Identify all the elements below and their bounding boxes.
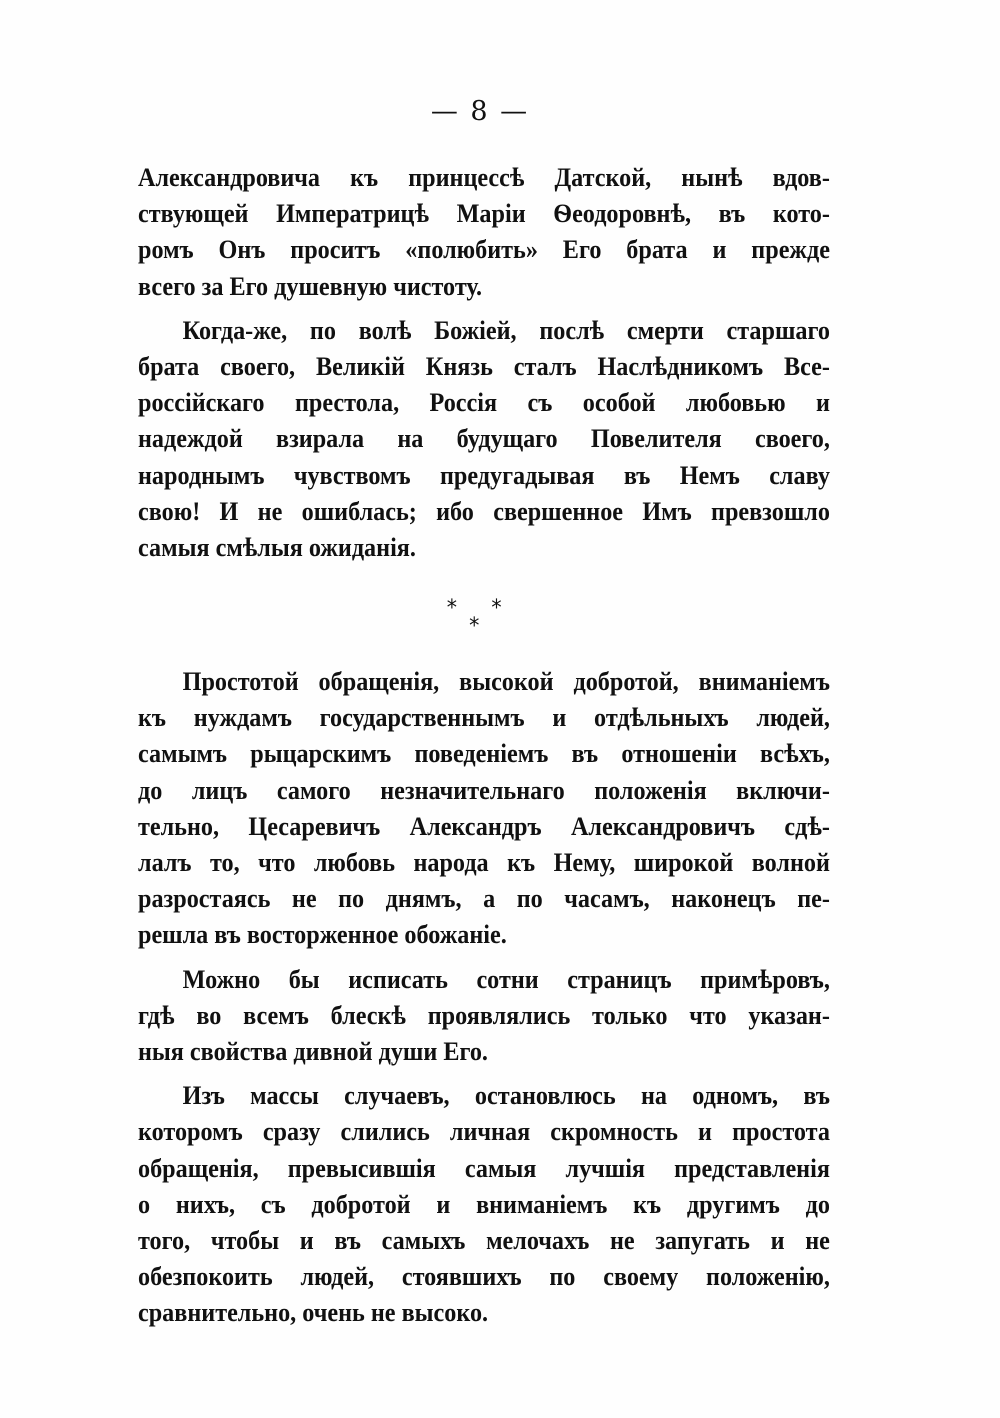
paragraph-5	[138, 1078, 830, 1331]
text-line: тельно, Цесаревичъ Александръ Александровичъ сдѣ-	[138, 811, 830, 841]
text-line: которомъ сразу слились личная скромность и простота	[138, 1117, 830, 1147]
text-line: до лицъ самого незначительнаго положенія включи-	[138, 775, 830, 805]
text-line: гдѣ во всемъ блескѣ проявлялись только что указан-	[138, 1000, 830, 1030]
paragraph-3	[138, 664, 830, 954]
text-line: брата своего, Великій Князь сталъ Наслѣдникомъ Все-	[138, 351, 830, 381]
asterisk: *	[469, 614, 480, 640]
paragraph-4	[138, 962, 830, 1071]
body-text	[138, 160, 830, 1339]
text-line: Можно бы исписать сотни страницъ примѣровъ,	[182, 964, 830, 994]
text-line: Когда-же, по волѣ Божіей, послѣ смерти старшаго	[182, 315, 830, 345]
text-line: разростаясь не по днямъ, а по часамъ, наконецъ пе-	[138, 884, 830, 914]
text-line: къ нуждамъ государственнымъ и отдѣльныхъ людей,	[138, 703, 830, 733]
paragraph-2	[138, 313, 830, 566]
text-line: надеждой взирала на будущаго Повелителя своего,	[138, 424, 830, 454]
text-line: самыя смѣлыя ожиданія.	[138, 532, 416, 562]
text-line: Изъ массы случаевъ, остановлюсь на одномъ, въ	[182, 1081, 830, 1111]
text-line: того, чтобы и въ самыхъ мелочахъ не запугать и не	[138, 1225, 830, 1255]
text-line: Александровича къ принцессѣ Датской, нынѣ вдов-	[138, 163, 830, 192]
asterisk: *	[491, 596, 502, 622]
text-line: народнымъ чувствомъ предугадывая въ Немъ славу	[138, 460, 830, 490]
paragraph-1	[138, 160, 830, 305]
text-line: ствующей Императрицѣ Маріи Ѳеодоровнѣ, въ кото-	[138, 199, 830, 229]
text-line: самымъ рыцарскимъ поведеніемъ въ отношеніи всѣхъ,	[138, 739, 830, 769]
text-line: ромъ Онъ проситъ «полюбить» Его брата и прежде	[138, 235, 830, 265]
text-line: о нихъ, съ добротой и вниманіемъ къ другимъ до	[138, 1189, 830, 1219]
text-line: всего за Его душевную чистоту.	[138, 271, 483, 301]
text-line: решла въ восторженное обожаніе.	[138, 920, 507, 950]
text-line: свою! И не ошиблась; ибо свершенное Имъ превзошло	[138, 496, 830, 526]
text-line: обращенія, превысившія самыя лучшія представленія	[138, 1153, 830, 1183]
section-separator	[138, 574, 830, 664]
text-line: ныя свойства дивной души Его.	[138, 1036, 488, 1066]
text-line: обезпокоить людей, стоявшихъ по своему положенію,	[138, 1262, 830, 1292]
text-line: Простотой обращенія, высокой добротой, вниманіемъ	[182, 667, 830, 697]
text-line: россійскаго престола, Россія съ особой любовью и	[138, 388, 830, 418]
text-line: лалъ то, что любовь народа къ Нему, широкой волной	[138, 848, 830, 877]
text-line: сравнительно, очень не высоко.	[138, 1298, 489, 1328]
asterisk: *	[446, 596, 457, 622]
page-number: — 8 —	[430, 96, 530, 127]
